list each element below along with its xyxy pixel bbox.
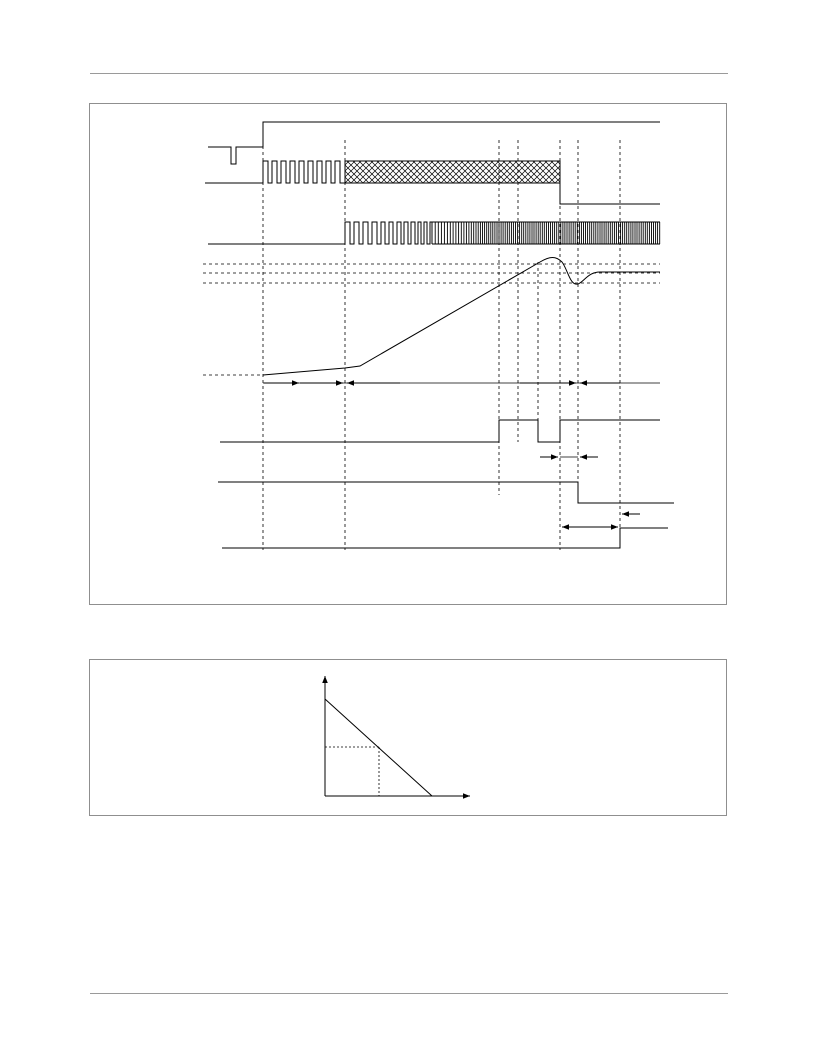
pwm-gate-dense-region	[432, 222, 660, 244]
fall-signal-waveform	[218, 482, 674, 503]
ramp-output-waveform	[263, 258, 660, 376]
pwm-gate-waveform	[208, 222, 432, 244]
pulse-signal-waveform	[220, 420, 660, 442]
clock-burst-waveform	[205, 161, 345, 183]
characteristic-graph	[325, 676, 470, 796]
graph-decline-line	[325, 699, 432, 796]
reset-waveform	[208, 122, 660, 164]
rise-signal-waveform	[222, 528, 668, 548]
reference-levels	[203, 264, 660, 375]
clock-burst-tail	[560, 183, 660, 204]
time-markers	[263, 140, 620, 550]
clock-burst-hatched-region	[345, 161, 560, 183]
